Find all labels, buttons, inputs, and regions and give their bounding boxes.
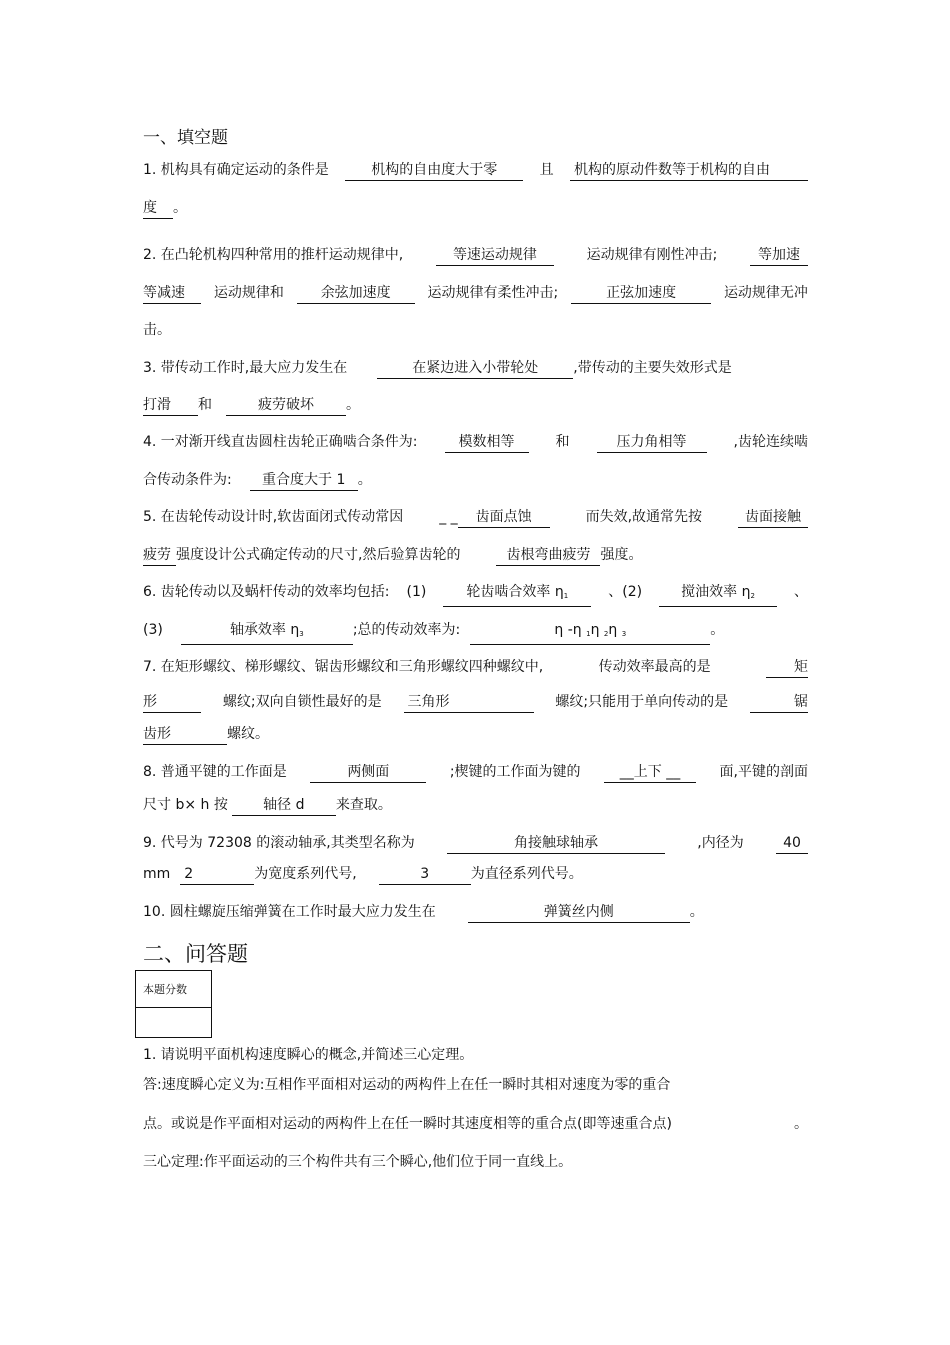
q6-answer-1: 轮齿啮合效率 $\eta_1$ bbox=[443, 583, 591, 607]
q9-answer-4: 3 bbox=[379, 865, 471, 885]
q8-line-2 bbox=[143, 795, 808, 815]
q6-text: (1) bbox=[406, 584, 427, 600]
q7-answer-5: 齿形 bbox=[143, 725, 227, 745]
q8-text: 面,平键的剖面 bbox=[719, 764, 808, 780]
q1-answer-2: 机构的原动件数等于机构的自由 bbox=[570, 161, 808, 181]
q6-text: 、 bbox=[793, 584, 808, 600]
q4-answer-2: 压力角相等 bbox=[597, 433, 707, 453]
q2-line-1 bbox=[143, 245, 808, 265]
q7-text: 螺纹。 bbox=[227, 726, 269, 742]
q3-text: 。 bbox=[346, 397, 360, 413]
score-label: 本题分数 bbox=[136, 971, 211, 1008]
q9-text: 为宽度系列代号, bbox=[254, 866, 357, 882]
q7-text: 螺纹;只能用于单向传动的是 bbox=[555, 694, 729, 710]
q7-text: 7. 在矩形螺纹、梯形螺纹、锯齿形螺纹和三角形螺纹四种螺纹中, bbox=[143, 659, 544, 675]
q6-text: ;总的传动效率为: bbox=[352, 622, 461, 638]
qa1-answer-end: 。 bbox=[794, 1116, 808, 1132]
q6-text: 。 bbox=[710, 622, 725, 638]
q5-answer-3: 疲劳 bbox=[143, 546, 176, 566]
q6-text: 6. 齿轮传动以及蜗杆传动的效率均包括: bbox=[143, 584, 390, 600]
q7-line-3 bbox=[143, 724, 808, 744]
q5-answer-4: 齿根弯曲疲劳 bbox=[496, 546, 600, 566]
q8-answer-2: __上下 __ bbox=[604, 763, 696, 783]
q7-line-1 bbox=[143, 657, 808, 677]
q5-blank-prefix: _ _ bbox=[439, 509, 458, 525]
q10-text: 。 bbox=[689, 904, 704, 920]
q10-line-1 bbox=[143, 902, 808, 922]
q5-answer-1: 齿面点蚀 bbox=[458, 508, 550, 528]
q8-answer-3: 轴径 d bbox=[232, 796, 336, 816]
q1-line-1 bbox=[143, 160, 808, 180]
q9-answer-2: 40 bbox=[776, 834, 808, 854]
q2-answer-1: 等速运动规律 bbox=[436, 246, 554, 266]
q2-line-3 bbox=[143, 320, 808, 340]
q9-text: 9. 代号为 72308 的滚动轴承,其类型名称为 bbox=[143, 835, 415, 851]
q4-text: 和 bbox=[555, 434, 570, 450]
q3-line-2 bbox=[143, 395, 808, 415]
q8-line-1 bbox=[143, 762, 808, 782]
q8-text: ;楔键的工作面为键的 bbox=[449, 764, 581, 780]
q3-text: ,带传动的主要失效形式是 bbox=[573, 360, 732, 376]
q4-answer-3: 重合度大于 1 bbox=[250, 471, 358, 491]
q2-text: 运动规律有柔性冲击; bbox=[427, 285, 559, 301]
q3-text: 3. 带传动工作时,最大应力发生在 bbox=[143, 360, 348, 376]
q1-text: 1. 机构具有确定运动的条件是 bbox=[143, 162, 329, 178]
q2-text: 运动规律有刚性冲击; bbox=[586, 247, 718, 263]
q6-line-1 bbox=[143, 582, 808, 602]
q3-answer-1: 在紧边进入小带轮处 bbox=[377, 359, 573, 379]
q6-text: (3) bbox=[143, 622, 163, 638]
q6-line-2 bbox=[143, 620, 808, 640]
q2-text: 运动规律无冲 bbox=[723, 285, 808, 301]
q5-answer-2: 齿面接触 bbox=[738, 508, 808, 528]
q9-answer-3: 2 bbox=[180, 865, 254, 885]
q9-text: 为直径系列代号。 bbox=[470, 866, 583, 882]
q4-text: ,齿轮连续啮 bbox=[733, 434, 808, 450]
q2-line-2 bbox=[143, 283, 808, 303]
qa1-question: 1. 请说明平面机构速度瞬心的概念,并简述三心定理。 bbox=[143, 1047, 474, 1063]
q4-text: 合传动条件为: bbox=[143, 472, 232, 488]
q5-line-2 bbox=[143, 545, 808, 565]
q2-text: 运动规律和 bbox=[213, 285, 284, 301]
q5-line-1 bbox=[143, 507, 808, 527]
q10-text: 10. 圆柱螺旋压缩弹簧在工作时最大应力发生在 bbox=[143, 904, 436, 920]
section-2-title: 二、问答题 bbox=[143, 942, 248, 966]
q2-text: 2. 在凸轮机构四种常用的推杆运动规律中, bbox=[143, 247, 404, 263]
q5-text: 5. 在齿轮传动设计时,软齿面闭式传动常因 bbox=[143, 509, 404, 525]
qa1-answer-line-3: 三心定理:作平面运动的三个构件共有三个瞬心,他们位于同一直线上。 bbox=[143, 1154, 573, 1170]
q8-text: 来查取。 bbox=[335, 797, 392, 813]
q5-text: 强度设计公式确定传动的尺寸,然后验算齿轮的 bbox=[176, 547, 461, 563]
q2-answer-3: 等减速 bbox=[143, 284, 201, 304]
q9-text: ,内径为 bbox=[697, 835, 744, 851]
q8-text: 8. 普通平键的工作面是 bbox=[143, 764, 287, 780]
q7-answer-2: 形 bbox=[143, 693, 201, 713]
q9-line-2 bbox=[143, 864, 808, 884]
q2-text: 击。 bbox=[143, 322, 171, 338]
q4-line-2 bbox=[143, 470, 808, 490]
q7-answer-4: 锯 bbox=[750, 693, 808, 713]
qa1-answer-text: 点。或说是作平面相对运动的两构件上在任一瞬时其速度相等的重合点(即等速重合点) bbox=[143, 1116, 672, 1132]
score-box bbox=[135, 970, 212, 1038]
q7-text: 螺纹;双向自锁性最好的是 bbox=[222, 694, 382, 710]
q4-line-1 bbox=[143, 432, 808, 452]
q3-answer-2: 打滑 bbox=[143, 396, 198, 416]
q8-answer-1: 两侧面 bbox=[310, 763, 426, 783]
q6-answer-4: η -η $_1$η $_2$η $_3$ bbox=[470, 621, 710, 645]
qa1-answer-line-1: 答:速度瞬心定义为:互相作平面相对运动的两构件上在任一瞬时其相对速度为零的重合 bbox=[143, 1077, 671, 1093]
q7-line-2 bbox=[143, 692, 808, 712]
q5-text: 强度。 bbox=[600, 547, 643, 563]
qa1-answer-line-2 bbox=[143, 1114, 808, 1134]
q5-text: 而失效,故通常先按 bbox=[585, 509, 703, 525]
q1-answer-1: 机构的自由度大于零 bbox=[345, 161, 523, 181]
q2-answer-2: 等加速 bbox=[750, 246, 808, 266]
q3-line-1 bbox=[143, 358, 808, 378]
q6-text: 、(2) bbox=[608, 584, 643, 600]
q1-answer-3: 度 bbox=[143, 199, 173, 219]
q2-answer-5: 正弦加速度 bbox=[571, 284, 711, 304]
q3-text: 和 bbox=[198, 397, 212, 413]
q6-answer-2: 搅油效率 $\eta_2$ bbox=[659, 583, 777, 607]
q9-text: mm bbox=[143, 866, 171, 882]
q2-answer-4: 余弦加速度 bbox=[297, 284, 415, 304]
q10-answer-1: 弹簧丝内侧 bbox=[468, 903, 690, 923]
q7-text: 传动效率最高的是 bbox=[598, 659, 711, 675]
q1-text: 。 bbox=[173, 200, 187, 216]
q6-answer-3: 轴承效率 $\eta_3$ bbox=[181, 621, 353, 645]
section-1-title: 一、填空题 bbox=[143, 128, 228, 148]
q8-text: 尺寸 b× h 按 bbox=[143, 797, 228, 813]
q4-text: 。 bbox=[357, 472, 372, 488]
q9-line-1 bbox=[143, 833, 808, 853]
q1-text: 且 bbox=[539, 162, 554, 178]
q4-text: 4. 一对渐开线直齿圆柱齿轮正确啮合条件为: bbox=[143, 434, 418, 450]
q7-answer-1: 矩 bbox=[766, 658, 808, 678]
q7-answer-3: 三角形 bbox=[404, 693, 534, 713]
q3-answer-3: 疲劳破坏 bbox=[226, 396, 346, 416]
q1-line-2 bbox=[143, 198, 808, 218]
q4-answer-1: 模数相等 bbox=[445, 433, 529, 453]
q9-answer-1: 角接触球轴承 bbox=[447, 834, 665, 854]
